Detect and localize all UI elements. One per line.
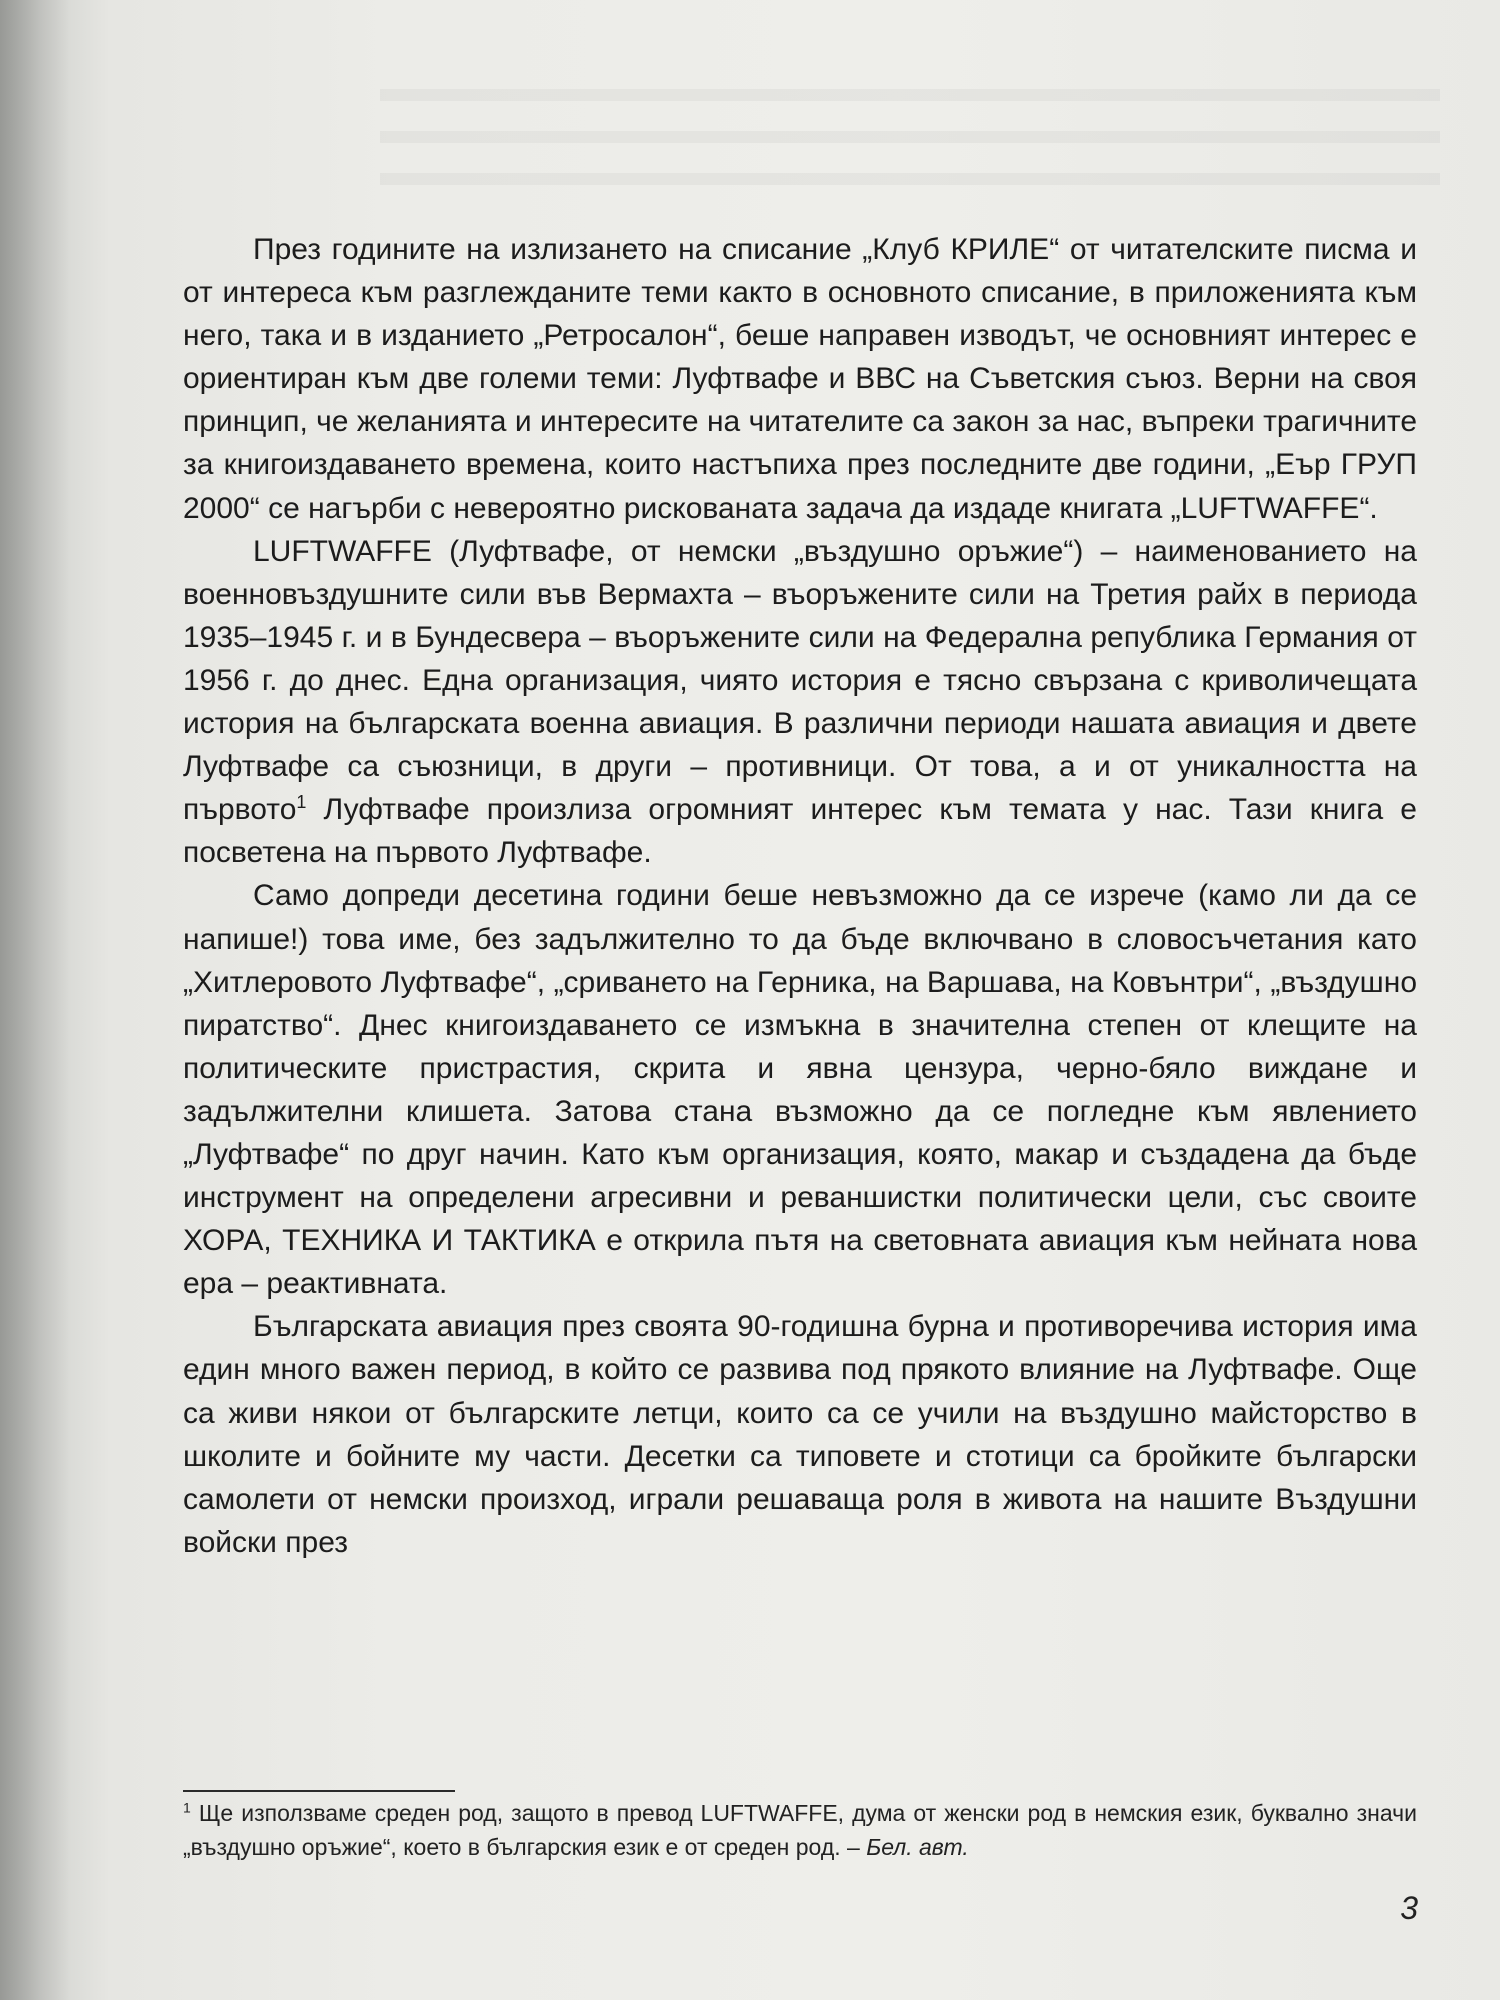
paragraph-1: През годините на излизането на списание „Клуб КРИЛЕ“ от читателските писма и от интереса към разглежданите теми както в основното списание, в приложенията към него, така и в изданието „Ретросалон“, беше направен изводът, че основният интерес е ориентиран към две големи теми: Луфтвафе и ВВС на Съветския съюз. Верни на своя принцип, че желанията и интересите на читателите са закон за нас, въпреки трагичните за книгоиздаването времена, които настъпиха през последните две години, „Еър ГРУП 2000“ се нагърби с невероятно рискованата задача да издаде книгата „LUFTWAFFE“. [183,233,1417,525]
paragraph-2 [183,530,1417,875]
paragraph-2-text-end: Луфтвафе произлиза огромният интерес към темата у нас. Тази книга е посветена на първото Луфтвафе. [183,793,1417,870]
footnote-reference: 1 [296,792,307,813]
paragraph-4: Българската авиация през своята 90-годишна бурна и противоречива история има един много важен период, в който се развива под прякото влияние на Луфтвафе. Още са живи някои от българските летци, които са се учили на въздушно майсторство в школите и бойните му части. Десетки са типовете и стотици са бройките български самолети от немски произход, играли решаваща роля в живота на нашите Въздушни войски през [183,1310,1417,1559]
footnote-divider [183,1790,455,1792]
footnote [183,1796,1417,1864]
show-through-text [380,75,1440,205]
footnote-attribution: Бел. авт. [866,1834,969,1860]
page-number: 3 [1400,1890,1418,1926]
binding-shadow [0,0,70,2000]
footnote-text: Ще използваме среден род, защото в превод LUFTWAFFE, дума от женски род в немския език, буквално значи „въздушно оръжие“, което в българския език е от среден род. – [183,1800,1417,1860]
footnote-marker: 1 [183,1799,191,1816]
paragraph-2-text-start: LUFTWAFFE (Луфтвафе, от немски „въздушно оръжие“) – наименованието на военновъздушните сили във Вермахта – въоръжените сили на Третия райх в периода 1935–1945 г. и в Бундесвера – въоръжените сили на Федерална република Германия от 1956 г. до днес. Една организация, чиято история е тясно свързана с криволичещата история на българската военна авиация. В различни периоди нашата авиация и двете Луфтвафе са съюзници, в други – противници. От това, а и от уникалността на първото [183,534,1417,827]
body-text [183,228,1417,1564]
paragraph-3: Само допреди десетина години беше невъзможно да се изрече (камо ли да се напише!) това име, без задължително то да бъде включвано в словосъчетания като „Хитлеровото Луфтвафе“, „сриването на Герника, на Варшава, на Ковънтри“, „въздушно пиратство“. Днес книгоиздаването се измъкна в значителна степен от клещите на политическите пристрастия, скрита и явна цензура, черно-бяло виждане и задължителни клишета. Затова стана възможно да се погледне към явлението „Луфтвафе“ по друг начин. Като към организация, която, макар и създадена да бъде инструмент на определени агресивни и реваншистки политически цели, със своите ХОРА, ТЕХНИКА И ТАКТИКА е открила пътя на световната авиация към нейната нова ера – реактивната. [183,879,1417,1301]
